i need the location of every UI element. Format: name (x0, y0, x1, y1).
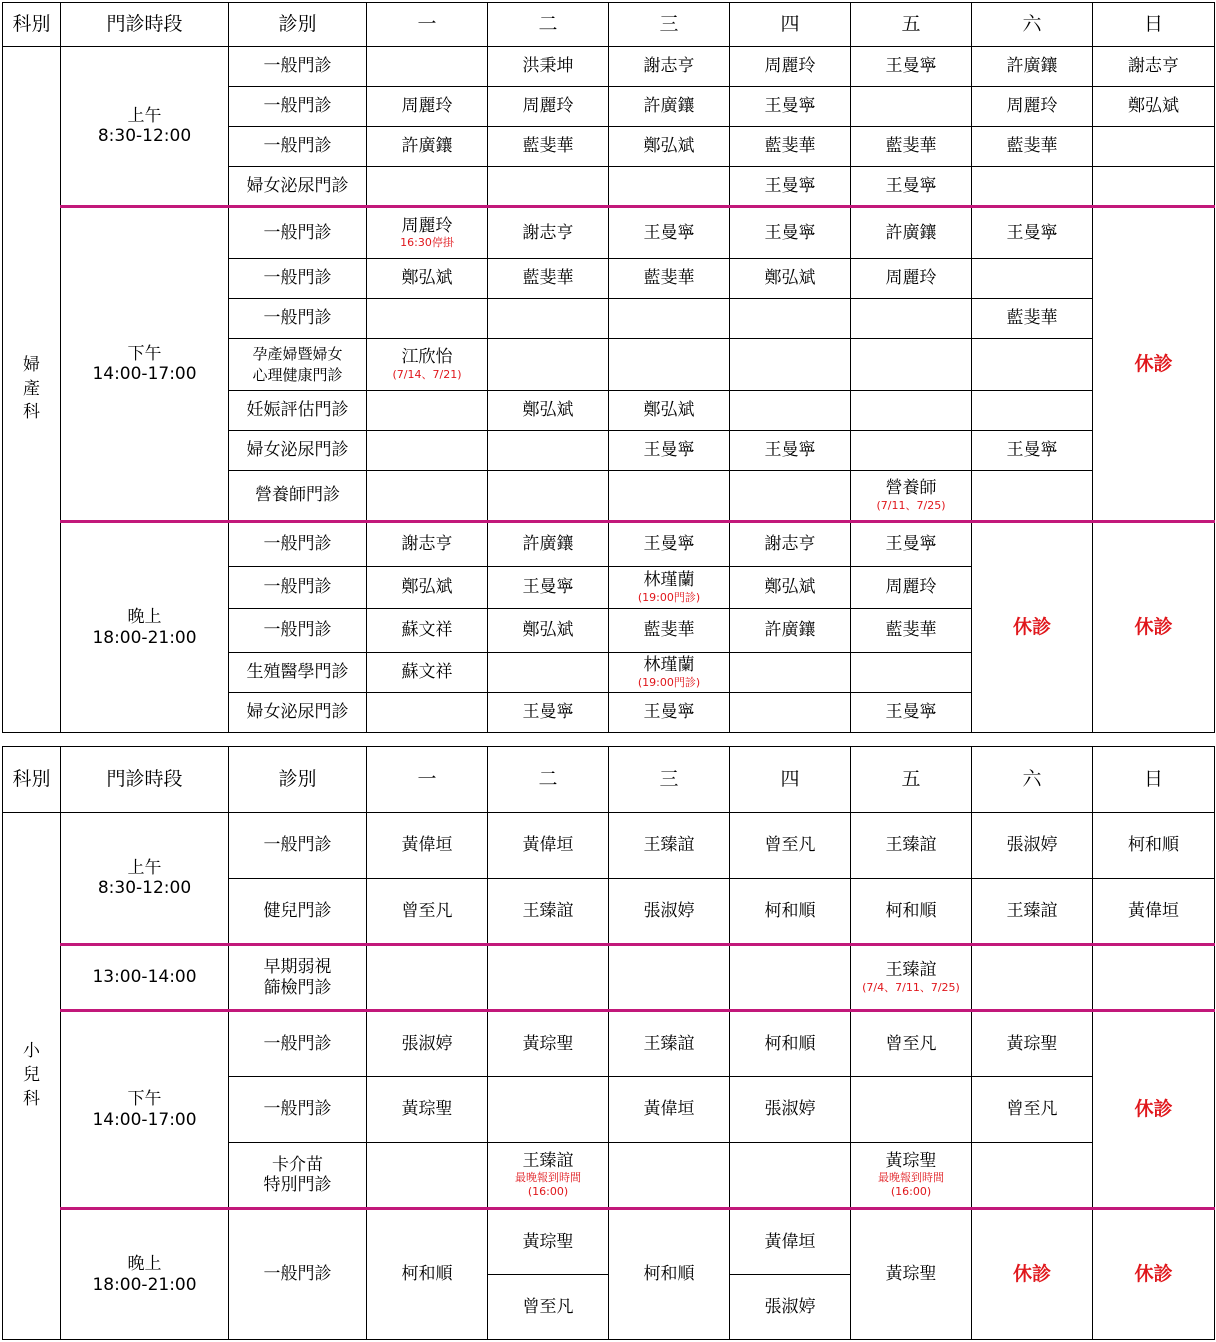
closed-cell: 休診 (972, 1209, 1093, 1340)
clinic-type: 早期弱視 篩檢門診 (229, 945, 367, 1011)
doctor-cell: 柯和順 (367, 1209, 488, 1340)
doctor-cell: 王曼寧 (851, 522, 972, 567)
doctor-cell: 黃偉垣 (367, 813, 488, 879)
doctor-cell (367, 471, 488, 522)
doctor-cell: 藍斐華 (851, 127, 972, 167)
doctor-cell: 藍斐華 (972, 127, 1093, 167)
cell-note: 最晚報到時間 (515, 1170, 581, 1184)
doctor-cell (367, 391, 488, 431)
cell-note: (7/11、7/25) (876, 498, 946, 512)
cell-note: (19:00門診) (637, 590, 701, 604)
clinic-type: 一般門診 (229, 813, 367, 879)
period-ob-afternoon: 下午 14:00-17:00 (61, 207, 229, 522)
doctor-cell: 黃琮聖 (367, 1077, 488, 1143)
ob-morning-row-1 (3, 47, 1215, 87)
doctor-cell: 藍斐華 (609, 259, 730, 299)
doctor-cell (851, 339, 972, 391)
closed-cell: 休診 (1093, 522, 1215, 733)
cell-note: (16:00) (890, 1185, 932, 1199)
doctor-cell: 許廣鑲 (609, 87, 730, 127)
doctor-cell: 藍斐華 (851, 609, 972, 653)
doctor-cell: 王臻誼 (488, 879, 609, 945)
doctor-cell: 藍斐華 (488, 259, 609, 299)
doctor-cell: 周麗玲 (972, 87, 1093, 127)
doctor-cell: 王臻誼 (609, 1011, 730, 1077)
period-peds-noon: 13:00-14:00 (61, 945, 229, 1011)
doctor-cell: 江欣怡 (7/14、7/21) (367, 339, 488, 391)
header-fri: 五 (851, 747, 972, 813)
doctor-cell (730, 1143, 851, 1209)
doctor-cell: 王曼寧 (609, 207, 730, 259)
doctor-cell: 鄭弘斌 (488, 609, 609, 653)
doctor-cell (972, 339, 1093, 391)
doctor-cell (488, 339, 609, 391)
doctor-cell (730, 339, 851, 391)
clinic-type: 妊娠評估門診 (229, 391, 367, 431)
doctor-cell (1093, 167, 1215, 207)
header-sat: 六 (972, 747, 1093, 813)
doctor-cell: 曾至凡 (730, 813, 851, 879)
doctor-cell: 柯和順 (730, 879, 851, 945)
doctor-cell (488, 167, 609, 207)
doctor-cell: 張淑婷 (367, 1011, 488, 1077)
header-sat: 六 (972, 3, 1093, 47)
doctor-cell: 黃偉垣 (730, 1210, 850, 1275)
doctor-cell: 王曼寧 (972, 431, 1093, 471)
clinic-type: 一般門診 (229, 1011, 367, 1077)
doctor-cell: 藍斐華 (730, 127, 851, 167)
doctor-cell: 林瑾蘭 (19:00門診) (609, 653, 730, 693)
clinic-type: 一般門診 (229, 567, 367, 609)
doctor-cell: 張淑婷 (972, 813, 1093, 879)
doctor-cell: 王臻誼 (7/4、7/11、7/25) (851, 945, 972, 1011)
doctor-cell (972, 259, 1093, 299)
header-dept: 科別 (3, 3, 61, 47)
doctor-cell (609, 299, 730, 339)
doctor-cell: 王曼寧 (488, 693, 609, 733)
doctor-cell: 曾至凡 (972, 1077, 1093, 1143)
clinic-type: 卡介苗 特別門診 (229, 1143, 367, 1209)
doctor-cell: 謝志亨 (367, 522, 488, 567)
doctor-cell (367, 1143, 488, 1209)
clinic-type: 一般門診 (229, 127, 367, 167)
doctor-cell: 鄭弘斌 (609, 127, 730, 167)
doctor-cell: 鄭弘斌 (1093, 87, 1215, 127)
cell-note: (19:00門診) (637, 675, 701, 689)
closed-cell: 休診 (972, 522, 1093, 733)
header-type: 診別 (229, 3, 367, 47)
doctor-cell: 王臻誼 (851, 813, 972, 879)
header-tue: 二 (488, 3, 609, 47)
doctor-cell: 謝志亨 (609, 47, 730, 87)
dept-label-obgyn: 婦產科 (3, 47, 61, 733)
doctor-cell (851, 391, 972, 431)
clinic-type: 營養師門診 (229, 471, 367, 522)
doctor-cell: 鄭弘斌 (367, 567, 488, 609)
doctor-cell: 張淑婷 (764, 1296, 816, 1317)
doctor-cell (367, 945, 488, 1011)
doctor-cell: 王曼寧 (609, 431, 730, 471)
period-peds-afternoon: 下午 14:00-17:00 (61, 1011, 229, 1209)
header-mon: 一 (367, 747, 488, 813)
header-wed: 三 (609, 747, 730, 813)
doctor-cell: 黃偉垣 (488, 813, 609, 879)
doctor-cell: 洪秉坤 (488, 47, 609, 87)
clinic-type: 一般門診 (229, 522, 367, 567)
clinic-type: 婦女泌尿門診 (229, 167, 367, 207)
doctor-cell (851, 299, 972, 339)
dept-label-pediatrics: 小兒科 (3, 813, 61, 1340)
doctor-cell: 曾至凡 (851, 1011, 972, 1077)
doctor-cell: 鄭弘斌 (488, 391, 609, 431)
doctor-cell: 周麗玲 16:30停掛 (367, 207, 488, 259)
doctor-cell (488, 653, 609, 693)
period-peds-morning: 上午 8:30-12:00 (61, 813, 229, 945)
doctor-cell (730, 945, 851, 1011)
doctor-cell: 王曼寧 (730, 87, 851, 127)
doctor-cell (488, 945, 609, 1011)
ob-afternoon-row-1 (3, 207, 1215, 259)
doctor-cell: 藍斐華 (972, 299, 1093, 339)
doctor-cell (851, 431, 972, 471)
doctor-cell: 張淑婷 (730, 1077, 851, 1143)
period-peds-evening: 晚上 18:00-21:00 (61, 1209, 229, 1340)
header-period: 門診時段 (61, 747, 229, 813)
doctor-cell: 黃琮聖 最晚報到時間 (16:00) (851, 1143, 972, 1209)
doctor-cell: 黃琮聖 (972, 1011, 1093, 1077)
doctor-cell: 王曼寧 (730, 167, 851, 207)
clinic-type: 一般門診 (229, 299, 367, 339)
clinic-type: 孕產婦暨婦女 心理健康門診 (229, 339, 367, 391)
doctor-cell: 黃琮聖 (488, 1011, 609, 1077)
doctor-cell: 謝志亨 (488, 207, 609, 259)
doctor-cell (367, 47, 488, 87)
doctor-cell: 王曼寧 (972, 207, 1093, 259)
clinic-type: 婦女泌尿門診 (229, 693, 367, 733)
doctor-cell: 鄭弘斌 (367, 259, 488, 299)
period-ob-evening: 晚上 18:00-21:00 (61, 522, 229, 733)
doctor-cell: 張淑婷 (609, 879, 730, 945)
doctor-cell: 蘇文祥 (367, 609, 488, 653)
ob-evening-row-1 (3, 522, 1215, 567)
doctor-cell: 黃偉垣 (1093, 879, 1215, 945)
doctor-cell: 藍斐華 (609, 609, 730, 653)
clinic-type: 一般門診 (229, 1077, 367, 1143)
clinic-type: 一般門診 (229, 87, 367, 127)
clinic-type: 婦女泌尿門診 (229, 431, 367, 471)
doctor-cell: 黃偉垣 (609, 1077, 730, 1143)
peds-evening-row (3, 1209, 1215, 1340)
doctor-cell (730, 391, 851, 431)
doctor-cell (609, 339, 730, 391)
doctor-cell (609, 945, 730, 1011)
header-wed: 三 (609, 3, 730, 47)
doctor-cell (730, 693, 851, 733)
doctor-cell (730, 653, 851, 693)
doctor-cell: 曾至凡 (367, 879, 488, 945)
doctor-cell: 許廣鑲 (367, 127, 488, 167)
doctor-cell: 許廣鑲 (851, 207, 972, 259)
doctor-cell (367, 693, 488, 733)
doctor-cell (730, 471, 851, 522)
doctor-cell: 王臻誼 (609, 813, 730, 879)
header-mon: 一 (367, 3, 488, 47)
doctor-cell (972, 391, 1093, 431)
doctor-cell: 王曼寧 (488, 567, 609, 609)
header-row (3, 747, 1215, 813)
clinic-type: 一般門診 (229, 207, 367, 259)
doctor-cell: 王曼寧 (730, 207, 851, 259)
doctor-cell: 鄭弘斌 (730, 567, 851, 609)
doctor-cell: 黃琮聖 (851, 1209, 972, 1340)
doctor-cell (488, 1077, 609, 1143)
doctor-cell: 王曼寧 (609, 693, 730, 733)
split-cell (730, 1209, 851, 1340)
period-ob-morning: 上午 8:30-12:00 (61, 47, 229, 207)
closed-cell: 休診 (1093, 207, 1215, 522)
pediatrics-schedule-table (2, 746, 1215, 1340)
header-sun: 日 (1093, 747, 1215, 813)
doctor-cell: 周麗玲 (730, 47, 851, 87)
doctor-cell: 謝志亨 (1093, 47, 1215, 87)
clinic-type: 一般門診 (229, 47, 367, 87)
doctor-cell: 許廣鑲 (730, 609, 851, 653)
doctor-cell: 王曼寧 (851, 47, 972, 87)
doctor-cell: 蘇文祥 (367, 653, 488, 693)
header-sun: 日 (1093, 3, 1215, 47)
doctor-cell (609, 1143, 730, 1209)
header-thu: 四 (730, 747, 851, 813)
header-thu: 四 (730, 3, 851, 47)
peds-noon-row (3, 945, 1215, 1011)
doctor-cell (488, 431, 609, 471)
doctor-cell: 黃琮聖 (488, 1210, 608, 1275)
doctor-cell: 鄭弘斌 (730, 259, 851, 299)
doctor-cell: 周麗玲 (851, 259, 972, 299)
doctor-cell: 王曼寧 (851, 167, 972, 207)
doctor-cell: 許廣鑲 (488, 522, 609, 567)
doctor-cell: 王曼寧 (609, 522, 730, 567)
doctor-cell (972, 945, 1093, 1011)
doctor-cell (488, 299, 609, 339)
split-cell (488, 1209, 609, 1340)
clinic-type: 生殖醫學門診 (229, 653, 367, 693)
doctor-cell (972, 471, 1093, 522)
cell-note: (7/14、7/21) (392, 367, 462, 381)
cell-note: (7/4、7/11、7/25) (862, 980, 960, 994)
doctor-cell: 柯和順 (1093, 813, 1215, 879)
clinic-type: 一般門診 (229, 609, 367, 653)
doctor-cell (367, 431, 488, 471)
header-period: 門診時段 (61, 3, 229, 47)
cell-note: 最晚報到時間 (878, 1170, 944, 1184)
doctor-cell: 柯和順 (730, 1011, 851, 1077)
doctor-cell: 王臻誼 最晚報到時間 (16:00) (488, 1143, 609, 1209)
doctor-cell: 周麗玲 (851, 567, 972, 609)
doctor-cell: 藍斐華 (488, 127, 609, 167)
clinic-type: 一般門診 (229, 1209, 367, 1340)
doctor-cell: 謝志亨 (730, 522, 851, 567)
doctor-cell: 營養師 (7/11、7/25) (851, 471, 972, 522)
clinic-type: 健兒門診 (229, 879, 367, 945)
doctor-cell (1093, 945, 1215, 1011)
doctor-cell: 王曼寧 (851, 693, 972, 733)
obgyn-schedule-table (2, 2, 1215, 733)
doctor-cell (730, 299, 851, 339)
peds-morning-row-1 (3, 813, 1215, 879)
header-dept: 科別 (3, 747, 61, 813)
header-type: 診別 (229, 747, 367, 813)
cell-note: (16:00) (527, 1185, 569, 1199)
doctor-cell (851, 87, 972, 127)
closed-cell: 休診 (1093, 1011, 1215, 1209)
peds-afternoon-row-1 (3, 1011, 1215, 1077)
doctor-cell (609, 471, 730, 522)
doctor-cell: 周麗玲 (488, 87, 609, 127)
cell-note: 16:30停掛 (400, 236, 454, 250)
doctor-cell (367, 167, 488, 207)
closed-cell: 休診 (1093, 1209, 1215, 1340)
doctor-cell: 曾至凡 (522, 1296, 574, 1317)
doctor-cell (1093, 127, 1215, 167)
header-fri: 五 (851, 3, 972, 47)
header-row (3, 3, 1215, 47)
doctor-cell: 許廣鑲 (972, 47, 1093, 87)
doctor-cell (609, 167, 730, 207)
doctor-cell (488, 471, 609, 522)
clinic-type: 一般門診 (229, 259, 367, 299)
doctor-cell (851, 653, 972, 693)
doctor-cell: 柯和順 (851, 879, 972, 945)
doctor-cell (972, 167, 1093, 207)
doctor-cell (367, 299, 488, 339)
doctor-cell: 周麗玲 (367, 87, 488, 127)
doctor-cell: 鄭弘斌 (609, 391, 730, 431)
doctor-cell (851, 1077, 972, 1143)
doctor-cell: 王曼寧 (730, 431, 851, 471)
doctor-cell (972, 1143, 1093, 1209)
doctor-cell: 柯和順 (609, 1209, 730, 1340)
doctor-cell: 王臻誼 (972, 879, 1093, 945)
header-tue: 二 (488, 747, 609, 813)
doctor-cell: 林瑾蘭 (19:00門診) (609, 567, 730, 609)
